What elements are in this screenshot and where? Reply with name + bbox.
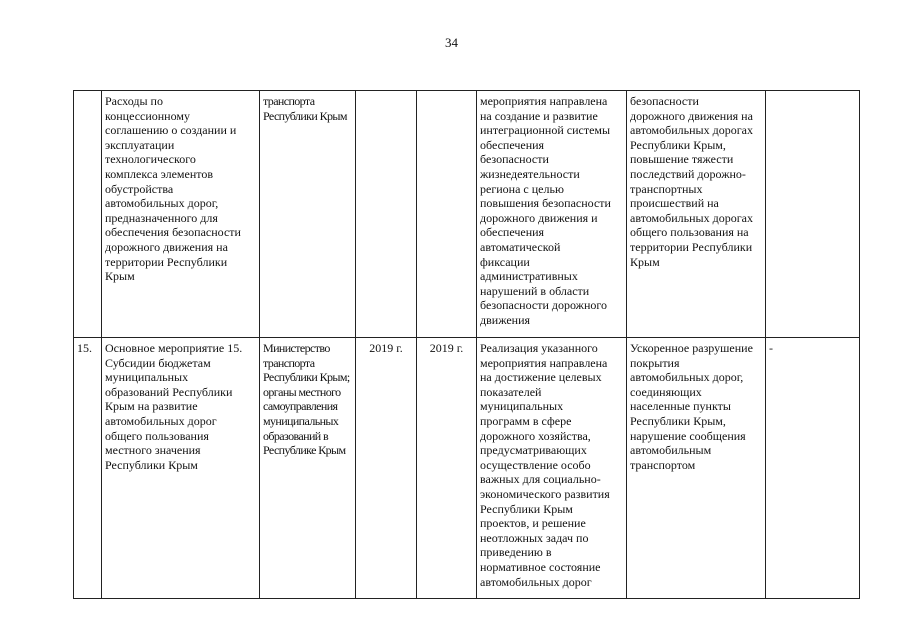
consequence: безопасности дорожного движения на автомобильных дорогах Республики Крым, повышение тяжести последствий дорожно- транспортных происшествий на автомобильных дорогах общего пользования на территории Республики Крым [630, 94, 753, 269]
program-measures-table [73, 90, 860, 599]
measure-name-cell [102, 338, 260, 599]
executor: Министерство транспорта Республики Крым; органы местного самоуправления муниципальных образований в Республике Крым [263, 341, 350, 458]
end-year-cell [417, 91, 477, 338]
page-number: 34 [445, 35, 458, 50]
measure-name-cell [102, 91, 260, 338]
executor-cell [260, 91, 356, 338]
link-cell: - [766, 338, 860, 599]
consequence-cell [627, 91, 766, 338]
end-year-cell: 2019 г. [417, 338, 477, 599]
start-year-cell [356, 91, 417, 338]
executor: транспорта Республики Крым [263, 94, 347, 123]
expected-result-cell [477, 338, 627, 599]
expected-result: мероприятия направлена на создание и развитие интеграционной системы обеспечения безопасности жизнедеятельности региона с целью повышения безопасности дорожного движения и обеспечения автоматической фиксации административных нарушений в области безопасности дорожного движения [480, 94, 611, 327]
start-year-cell: 2019 г. [356, 338, 417, 599]
executor-cell [260, 338, 356, 599]
consequence: Ускоренное разрушение покрытия автомобильных дорог, соединяющих населенные пункты Республики Крым, нарушение сообщения автомобильным транспортом [630, 341, 753, 472]
expected-result-cell [477, 91, 627, 338]
row-number-cell [74, 91, 102, 338]
measure-name: Основное мероприятие 15. Субсидии бюджетам муниципальных образований Республики Крым на развитие автомобильных дорог общего пользования местного значения Республики Крым [105, 341, 243, 472]
table-row [74, 91, 860, 338]
consequence-cell [627, 338, 766, 599]
link-cell [766, 91, 860, 338]
table-row [74, 338, 860, 599]
expected-result: Реализация указанного мероприятия направлена на достижение целевых показателей муниципальных программ в сфере дорожного хозяйства, предусматривающих осуществление особо важных для социально- экономического развития Республики Крым проектов, и решение неотложных задач по приведению в нормативное состояние автомобильных дорог [480, 341, 610, 589]
measure-name: Расходы по концессионному соглашению о создании и эксплуатации технологического комплекса элементов обустройства автомобильных дорог, предназначенного для обеспечения безопасности дорожного движения на территории Республики Крым [105, 94, 241, 284]
row-number-cell: 15. [74, 338, 102, 599]
